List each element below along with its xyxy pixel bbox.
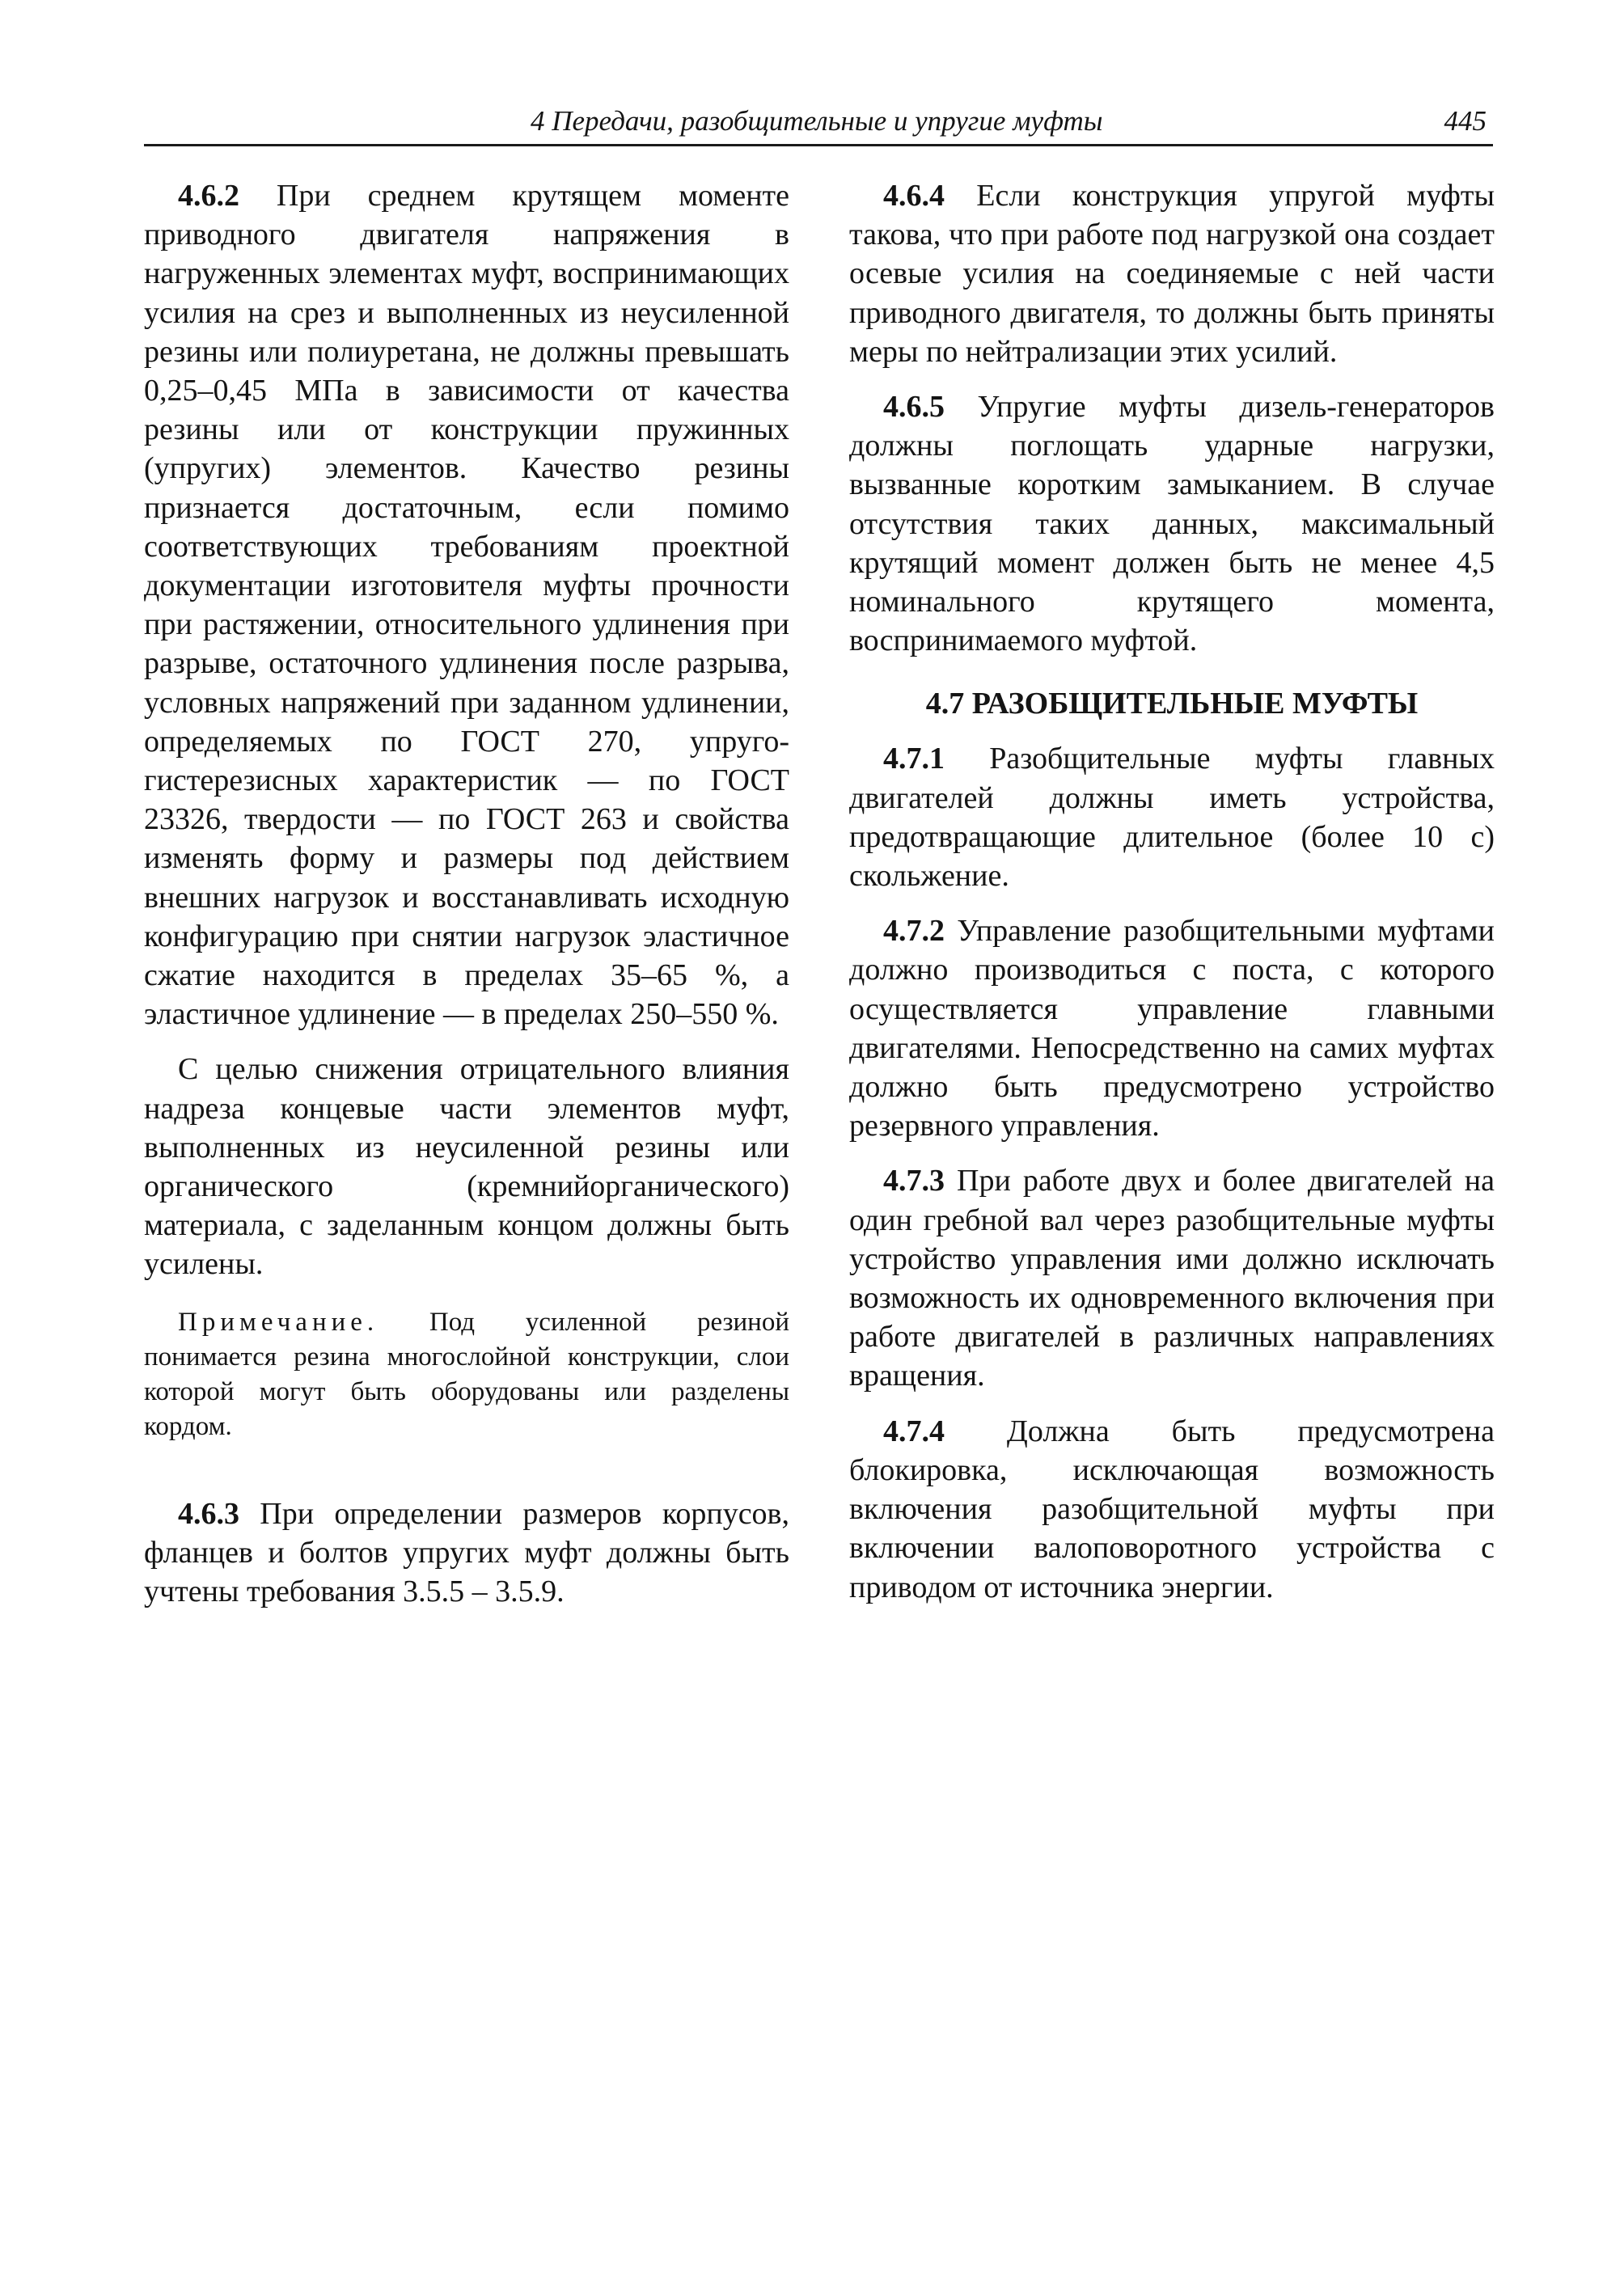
note-label: Примечание. xyxy=(178,1307,379,1337)
clause-text: Должна быть предусмотрена блокировка, исключающая возможность включения разобщительной муфты при включении валоповоротного устройства с приводом от источника энергии. xyxy=(849,1414,1495,1604)
clause-number: 4.6.5 xyxy=(883,390,945,425)
clause-number: 4.7.1 xyxy=(883,742,945,776)
clause-number: 4.6.4 xyxy=(883,179,945,213)
paragraph-reinforcement: С целью снижения отрицательного влияния надреза концевые части элементов муфт, выполненных из неусиленной резины или органического (кремнийорганического) материала, с заделанным концом должны быть усилены. xyxy=(144,1052,789,1282)
page-number: 445 xyxy=(1444,105,1487,137)
paragraph-4-7-4 xyxy=(849,1412,1495,1607)
header-title: 4 Передачи, разобщительные и упругие муфты xyxy=(531,105,1103,137)
clause-text: Управление разобщительными муфтами должно производиться с поста, с которого осуществляется управление главными двигателями. Непосредственно на самих муфтах должно быть предусмотрено устройство резервного управления. xyxy=(849,914,1495,1143)
clause-number: 4.7.4 xyxy=(883,1414,945,1448)
paragraph-4-6-5 xyxy=(849,387,1495,660)
clause-text: Упругие муфты дизель-генераторов должны поглощать ударные нагрузки, вызванные коротким замыканием. В случае отсутствия таких данных, максимальный крутящий момент должен быть не менее 4,5 номинального крутящего момента, воспринимаемого муфтой. xyxy=(849,390,1495,658)
paragraph-4-6-3 xyxy=(144,1494,789,1612)
left-column xyxy=(144,176,789,1627)
clause-text: При работе двух и более двигателей на один гребной вал через разобщительные муфты устройство управления ими должно исключать возможность их одновременного включения при работе двигателей в различных направлениях вращения. xyxy=(849,1164,1495,1393)
paragraph-4-7-3 xyxy=(849,1161,1495,1395)
clause-text: Если конструкция упругой муфты такова, что при работе под нагрузкой она создает осевые усилия на соединяемые с ней части приводного двигателя, то должны быть приняты меры по нейтрализации этих усилий. xyxy=(849,179,1495,369)
section-title: 4.7 РАЗОБЩИТЕЛЬНЫЕ МУФТЫ xyxy=(925,687,1419,721)
paragraph-4-7-2 xyxy=(849,911,1495,1145)
paragraph-4-6-4 xyxy=(849,176,1495,371)
clause-number: 4.7.2 xyxy=(883,914,945,949)
clause-number: 4.7.3 xyxy=(883,1164,945,1198)
right-column xyxy=(849,176,1495,1623)
clause-number: 4.6.3 xyxy=(178,1496,239,1531)
clause-text: Разобщительные муфты главных двигателей должны иметь устройства, предотвращающие длительное (более 10 с) скольжение. xyxy=(849,742,1495,894)
note-text: Под усиленной резиной понимается резина многослойной конструкции, слои которой могут быть оборудованы или разделены кордом. xyxy=(144,1307,790,1441)
paragraph-4-6-2 xyxy=(144,176,789,1033)
clause-text: При определении размеров корпусов, фланцев и болтов упругих муфт должны быть учтены требования 3.5.5 – 3.5.9. xyxy=(144,1496,790,1609)
paragraph-4-7-1 xyxy=(849,739,1495,895)
clause-text: При среднем крутящем моменте приводного двигателя напряжения в нагруженных элементах муфт, воспринимающих усилия на срез и выполненных из неусиленной резины или полиуретана, не должны превышать 0,25–0,45 МПа в зависимости от качества резины или от конструкции пружинных (упругих) элементов. Качество резины признается достаточным, если помимо соответствующих требованиям проектной документации изготовителя муфты прочности при растяжении, относительного удлинения при разрыве, остаточного удлинения после разрыва, условных напряжений при заданном удлинении, определяемых по ГОСТ 270, упруго-гистерезисных характеристик — по ГОСТ 23326, твердости — по ГОСТ 263 и свойства изменять форму и размеры под действием внешних нагрузок и восстанавливать исходную конфигурацию при снятии нагрузок эластичное сжатие находится в пределах 35–65 %, а эластичное удлинение — в пределах 250–550 %. xyxy=(144,179,790,1032)
running-header xyxy=(144,104,1493,146)
clause-number: 4.6.2 xyxy=(178,179,239,213)
note xyxy=(144,1305,789,1444)
